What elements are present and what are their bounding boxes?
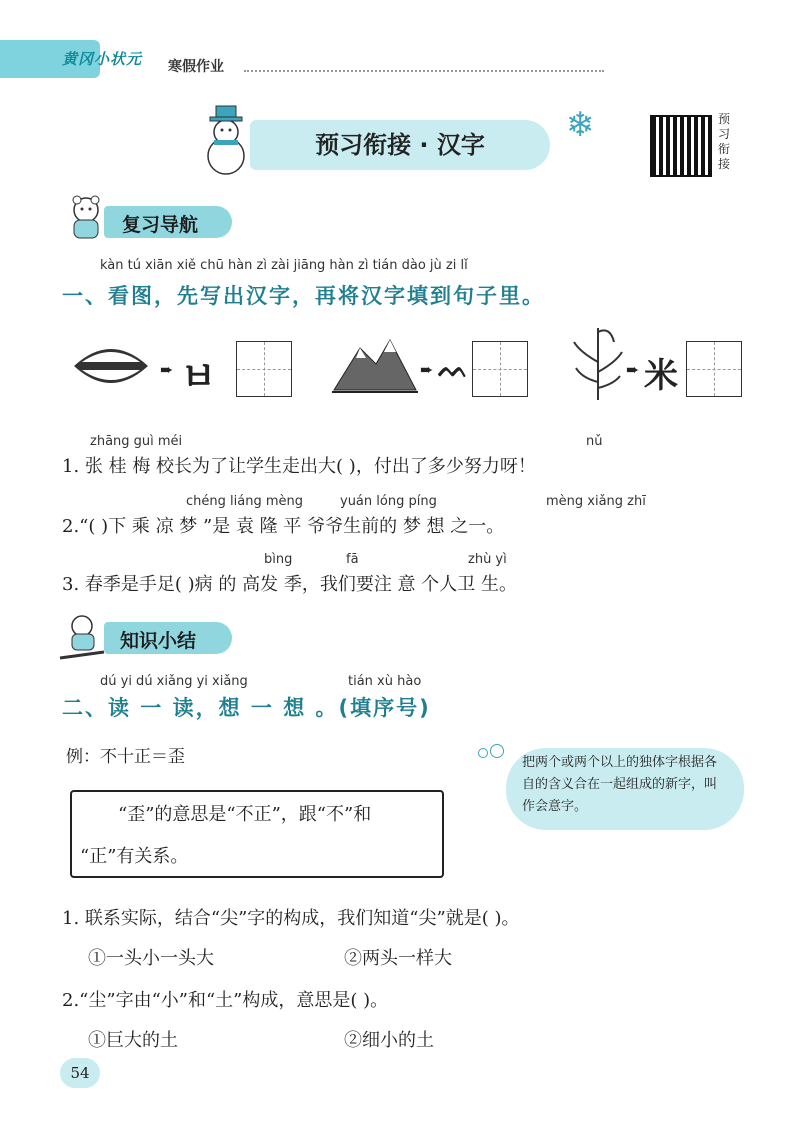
snowman-illustration [198, 100, 254, 176]
qr-label: 预习衔接 [718, 112, 731, 171]
q1-pinyin: zhāng guì méi [90, 434, 183, 449]
arrow-icon: ➨ [160, 360, 174, 379]
header-divider [244, 70, 604, 72]
brand-logo: 黄冈小状元 [62, 50, 143, 68]
heading2-pinyin-a: dú yi dú xiǎng yi xiǎng [100, 674, 248, 689]
sentence-1: 1. 张 桂 梅 校长为了让学生走出大( )，付出了多少努力呀！ [62, 456, 536, 477]
page-title: 预习衔接 · 汉字 [315, 131, 485, 159]
header-subtitle: 寒假作业 [168, 59, 224, 75]
q2-2-option-2[interactable]: ②细小的土 [344, 1030, 434, 1051]
question2-1: 1. 联系实际，结合“尖”字的构成，我们知道“尖”就是( )。 [62, 908, 520, 929]
bear-mascot-icon [58, 192, 106, 242]
snowflake-icon: ❄ [566, 105, 595, 145]
q1-pinyin-2: nǔ [586, 434, 603, 449]
rice-plant-picture [570, 322, 626, 402]
example-line-2: “正”有关系。 [80, 846, 189, 867]
question1-heading: 一、看图，先写出汉字，再将汉字填到句子里。 [62, 284, 545, 308]
section-title-summary: 知识小结 [120, 630, 197, 652]
ancient-glyph-rice: 米 [644, 356, 678, 396]
page-number: 54 [60, 1058, 100, 1088]
q3-pinyin-c: zhù yì [468, 552, 507, 567]
q2-pinyin-b: yuán lóng píng [340, 494, 437, 509]
mouth-picture [70, 338, 152, 398]
writing-grid-3[interactable] [686, 341, 742, 397]
heading1-pinyin: kàn tú xiān xiě chū hàn zì zài jiāng hàn zì tián dào jù zi lǐ [100, 258, 468, 273]
q2-1-option-1[interactable]: ①一头小一头大 [88, 948, 214, 969]
sentence-2: 2.“( )下 乘 凉 梦 ”是 袁 隆 平 爷爷生前的 梦 想 之一。 [62, 516, 505, 537]
arrow-icon: ➨ [626, 360, 640, 379]
writing-grid-1[interactable] [236, 341, 292, 397]
question2-2: 2.“尘”字由“小”和“土”构成，意思是( )。 [62, 990, 389, 1011]
skiing-mascot-icon [58, 612, 108, 662]
q3-pinyin-b: fā [346, 552, 359, 567]
section-title-review: 复习导航 [122, 214, 199, 236]
heading2-pinyin-b: tián xù hào [348, 674, 422, 689]
bubble-dot-small [478, 748, 488, 758]
example-formula: 例：不十正＝歪 [66, 747, 185, 767]
question2-heading: 二、读 一 读，想 一 想 。(填序号) [62, 696, 431, 720]
q2-pinyin-a: chéng liáng mèng [186, 494, 303, 509]
arrow-icon: ➨ [420, 360, 434, 379]
ancient-glyph-mountain: ᨓ [438, 354, 469, 384]
q3-pinyin-a: bìng [264, 552, 293, 567]
sentence-3: 3. 春季是手足( )病 的 高发 季，我们要注 意 个人卫 生。 [62, 574, 517, 595]
q2-1-option-2[interactable]: ②两头一样大 [344, 948, 452, 969]
example-line-1: “歪”的意思是“不正”，跟“不”和 [118, 804, 372, 825]
q2-2-option-1[interactable]: ①巨大的土 [88, 1030, 178, 1051]
writing-grid-2[interactable] [472, 341, 528, 397]
bubble-dot-medium [490, 744, 504, 758]
definition-text: 把两个或两个以上的独体字根据各自的含义合在一起组成的新字，叫作会意字。 [522, 755, 718, 814]
qr-code[interactable] [650, 115, 712, 177]
q2-pinyin-c: mèng xiǎng zhī [546, 494, 646, 509]
ancient-glyph-mouth: ㅂ [180, 355, 217, 399]
mountain-picture [330, 330, 420, 398]
